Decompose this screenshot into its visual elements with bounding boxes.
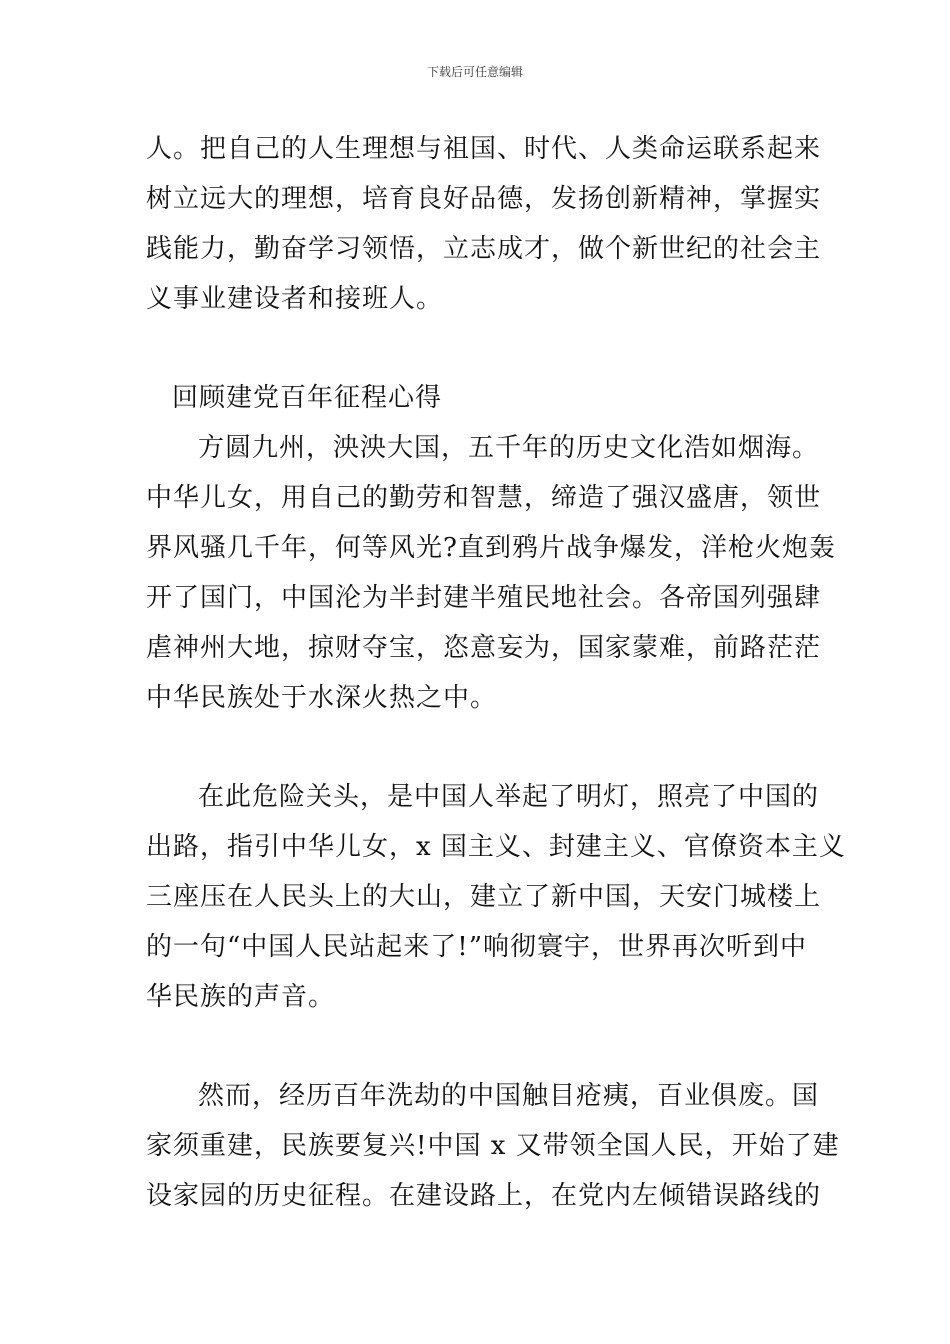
page-header-note: 下载后可任意编辑 (426, 65, 523, 79)
text-line: 的一句“中国人民站起来了!”响彻寰宇，世界再次听到中 (146, 932, 808, 962)
text-line: 出路，指引中华儿女，x 国主义、封建主义、官僚资本主义 (146, 832, 846, 862)
section-title: 回顾建党百年征程心得 (172, 383, 443, 413)
text-line: 家须重建，民族要复兴!中国 x 又带领全国人民，开始了建 (146, 1131, 840, 1161)
text-line: 中华儿女，用自己的勤劳和智慧，缔造了强汉盛唐，领世 (146, 483, 822, 513)
text-line: 方圆九州，泱泱大国，五千年的历史文化浩如烟海。 (198, 433, 820, 463)
text-line: 界风骚几千年，何等风光?直到鸦片战争爆发，洋枪火炮轰 (146, 533, 836, 563)
text-line: 三座压在人民头上的大山，建立了新中国，天安门城楼上 (146, 882, 822, 912)
text-line: 义事业建设者和接班人。 (146, 284, 444, 314)
text-line: 中华民族处于水深火热之中。 (146, 683, 498, 713)
text-line: 在此危险关头，是中国人举起了明灯，照亮了中国的 (198, 782, 820, 812)
text-line: 开了国门，中国沦为半封建半殖民地社会。各帝国列强肆 (146, 583, 822, 613)
text-line: 华民族的声音。 (146, 982, 336, 1012)
text-line: 人。把自己的人生理想与祖国、时代、人类命运联系起来 (146, 134, 822, 164)
text-line: 设家园的历史征程。在建设路上，在党内左倾错误路线的 (146, 1181, 822, 1211)
text-line: 树立远大的理想，培育良好品德，发扬创新精神，掌握实 (146, 184, 822, 214)
text-line: 虐神州大地，掠财夺宝，恣意妄为，国家蒙难，前路茫茫 (146, 633, 822, 663)
text-line: 践能力，勤奋学习领悟，立志成才，做个新世纪的社会主 (146, 234, 822, 264)
text-line: 然而，经历百年洗劫的中国触目疮痍，百业俱废。国 (198, 1081, 820, 1111)
